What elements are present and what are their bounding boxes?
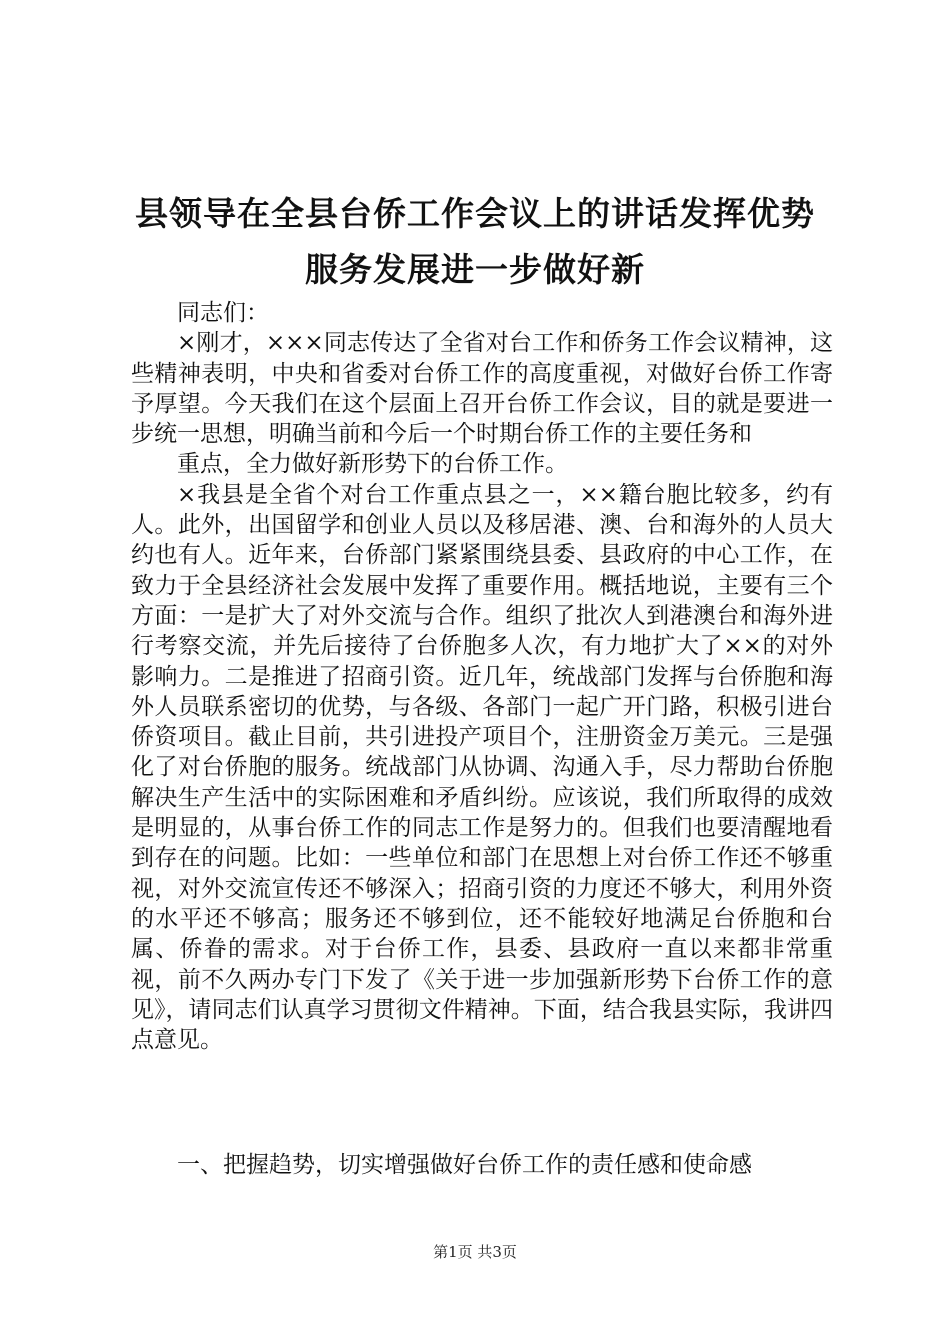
- paragraph-2: 重点，全力做好新形势下的台侨工作。: [177, 451, 568, 478]
- greeting: 同志们：: [177, 300, 269, 326]
- title-line-1: 县领导在全县台侨工作会议上的讲话发挥优势: [135, 194, 815, 233]
- paragraph-3: ×我县是全省个对台工作重点县之一，××籍台胞比较多，约有人。此外，出国留学和创业人员以及移居港、澳、台和海外的人员大约也有人。近年来，台侨部门紧紧围绕县委、县政府的中心工作，在致力于全县经济社会发展中发挥了重要作用。概括地说，主要有三个方面：一是扩大了对外交流与合作。组织了批次人到港澳台和海外进行考察交流，并先后接待了台侨胞多人次，有力地扩大了××的对外影响力。二是推进了招商引资。近几年，统战部门发挥与台侨胞和海外人员联系密切的优势，与各级、各部门一起广开门路，积极引进台侨资项目。截止目前，共引进投产项目个，注册资金万美元。三是强化了对台侨胞的服务。统战部门从协调、沟通入手，尽力帮助台侨胞解决生产生活中的实际困难和矛盾纠纷。应该说，我们所取得的成效是明显的，从事台侨工作的同志工作是努力的。但我们也要清醒地看到存在的问题。比如：一些单位和部门在思想上对台侨工作还不够重视，对外交流宣传还不够深入；招商引资的力度还不够大，利用外资的水平还不够高；服务还不够到位，还不能较好地满足台侨胞和台属、侨眷的需求。对于台侨工作，县委、县政府一直以来都非常重视，前不久两办专门下发了《关于进一步加强新形势下台侨工作的意见》，请同志们认真学习贯彻文件精神。下面，结合我县实际，我讲四点意见。: [131, 481, 833, 1054]
- page-footer: 第1页 共3页: [433, 1243, 517, 1261]
- paragraph-1: ×刚才，×××同志传达了全省对台工作和侨务工作会议精神，这些精神表明，中央和省委对台侨工作的高度重视，对做好台侨工作寄予厚望。今天我们在这个层面上召开台侨工作会议，目的就是要进一步统一思想，明确当前和今后一个时期台侨工作的主要任务和: [131, 330, 833, 448]
- section-heading: 一、把握趋势，切实增强做好台侨工作的责任感和使命感: [177, 1152, 752, 1178]
- title-line-2: 服务发展进一步做好新: [305, 250, 645, 289]
- document-body: [131, 298, 833, 1055]
- document-title: [120, 186, 830, 298]
